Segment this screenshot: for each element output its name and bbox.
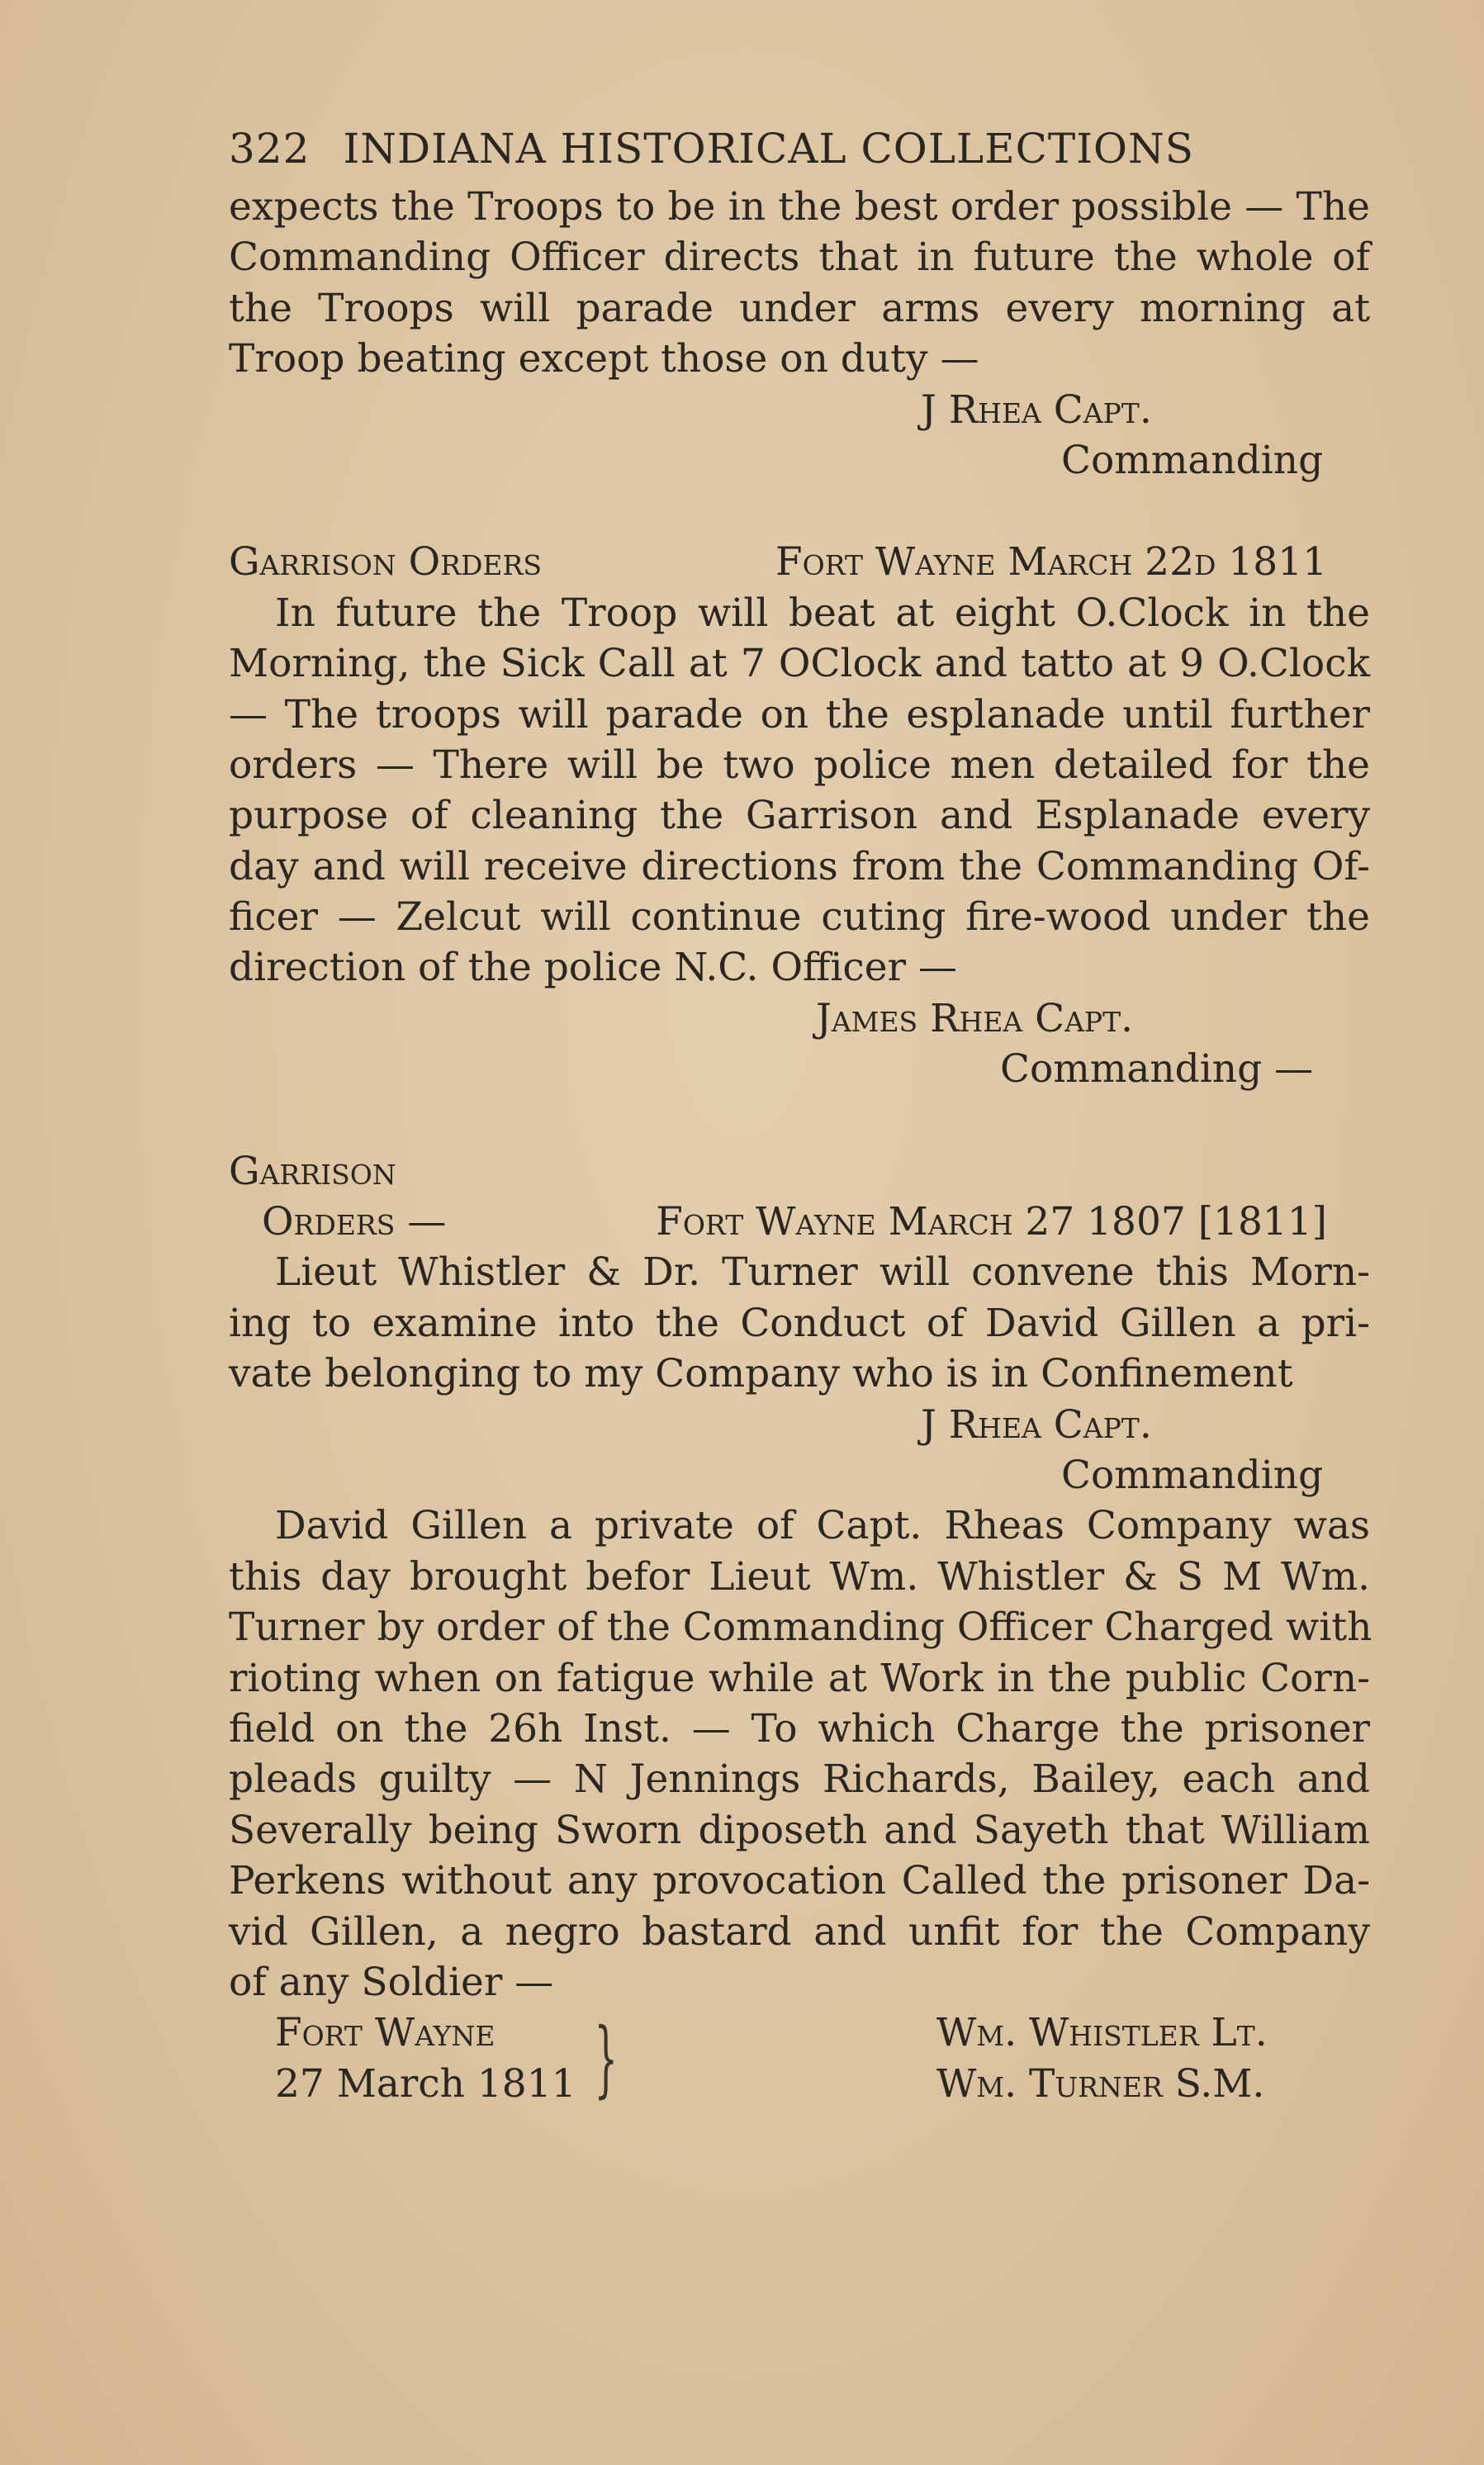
text-line: field on the 26h Inst. — To which Charge the prisoner — [229, 1705, 1370, 1752]
court-report — [229, 1500, 1373, 2110]
signature-title: Commanding — [1061, 437, 1324, 483]
text-line: ing to examine into the Conduct of David Gillen a pri- — [229, 1300, 1370, 1346]
text-line: In future the Troop will beat at eight O.Clock in the — [275, 590, 1370, 636]
order-heading-date: Fort Wayne March 22d 1811 — [775, 539, 1327, 585]
text-line: this day brought befor Lieut Wm. Whistler & S M Wm. — [229, 1553, 1370, 1600]
signature-name: James Rhea Capt. — [816, 995, 1134, 1041]
text-line: ficer — Zelcut will continue cuting fire-wood under the — [229, 894, 1370, 941]
report-signer: Wm. Turner S.M. — [936, 2060, 1265, 2107]
signature-title: Commanding — — [1000, 1046, 1314, 1093]
running-header — [229, 116, 1370, 182]
paragraph-continuation — [229, 182, 1370, 486]
signature-name: J Rhea Capt. — [921, 1401, 1152, 1448]
report-signers — [936, 2008, 1268, 2109]
report-date: 27 March 1811 — [275, 2060, 576, 2107]
report-signature-block — [229, 2008, 1370, 2110]
spacer — [229, 1095, 1370, 1146]
text-line: expects the Troops to be in the best order possible — The — [229, 184, 1370, 230]
text-line: Troop beating except those on duty — — [229, 336, 979, 382]
running-title: INDIANA HISTORICAL COLLECTIONS — [343, 125, 1194, 173]
text-line: day and will receive directions from the Commanding Of- — [229, 843, 1370, 889]
text-line: of any Soldier — — [229, 1959, 554, 2005]
spacer — [229, 486, 1370, 537]
text-line: vate belonging to my Company who is in Confinement — [229, 1351, 1293, 1397]
order-heading-label: Garrison — [229, 1148, 396, 1194]
order-heading — [229, 537, 1370, 587]
text-line: orders — There will be two police men detailed for the — [229, 742, 1370, 788]
document-page — [229, 116, 1373, 2110]
text-line: Commanding Officer directs that in future the whole of — [229, 235, 1370, 281]
garrison-order-march-22 — [229, 537, 1370, 1094]
order-heading — [229, 1197, 1370, 1247]
signature-title: Commanding — [1061, 1452, 1324, 1498]
text-line: — The troops will parade on the esplanade until further — [229, 691, 1370, 737]
text-line: rioting when on fatigue while at Work in the public Corn- — [229, 1655, 1370, 1701]
report-place-date — [275, 2008, 576, 2109]
report-place: Fort Wayne — [275, 2010, 495, 2056]
text-line: direction of the police N.C. Officer — — [229, 945, 957, 991]
text-line: Morning, the Sick Call at 7 OClock and tatto at 9 O.Clock — [229, 641, 1370, 687]
garrison-order-march-27 — [229, 1146, 1370, 1501]
text-line: Lieut Whistler & Dr. Turner will convene this Morn- — [275, 1249, 1370, 1296]
text-line: purpose of cleaning the Garrison and Esplanade every — [229, 793, 1370, 839]
text-line: Severally being Sworn diposeth and Sayeth that William — [229, 1807, 1370, 1853]
report-signer: Wm. Whistler Lt. — [936, 2010, 1268, 2056]
brace-icon: } — [594, 2010, 619, 2107]
signature-name: J Rhea Capt. — [921, 386, 1152, 433]
text-line: vid Gillen, a negro bastard and unfit for the Company — [229, 1908, 1370, 1955]
text-line: Turner by order of the Commanding Officer Charged with — [229, 1605, 1373, 1651]
page-number: 322 — [229, 125, 311, 173]
text-line: pleads guilty — N Jennings Richards, Bailey, each and — [229, 1756, 1370, 1803]
order-heading-date: Fort Wayne March 27 1807 [1811] — [656, 1199, 1327, 1245]
order-heading-label: Orders — — [262, 1199, 447, 1245]
text-line: David Gillen a private of Capt. Rheas Company was — [275, 1503, 1370, 1549]
order-heading-label: Garrison Orders — [229, 539, 542, 585]
text-line: the Troops will parade under arms every morning at — [229, 285, 1370, 331]
text-line: Perkens without any provocation Called the prisoner Da- — [229, 1858, 1370, 1904]
